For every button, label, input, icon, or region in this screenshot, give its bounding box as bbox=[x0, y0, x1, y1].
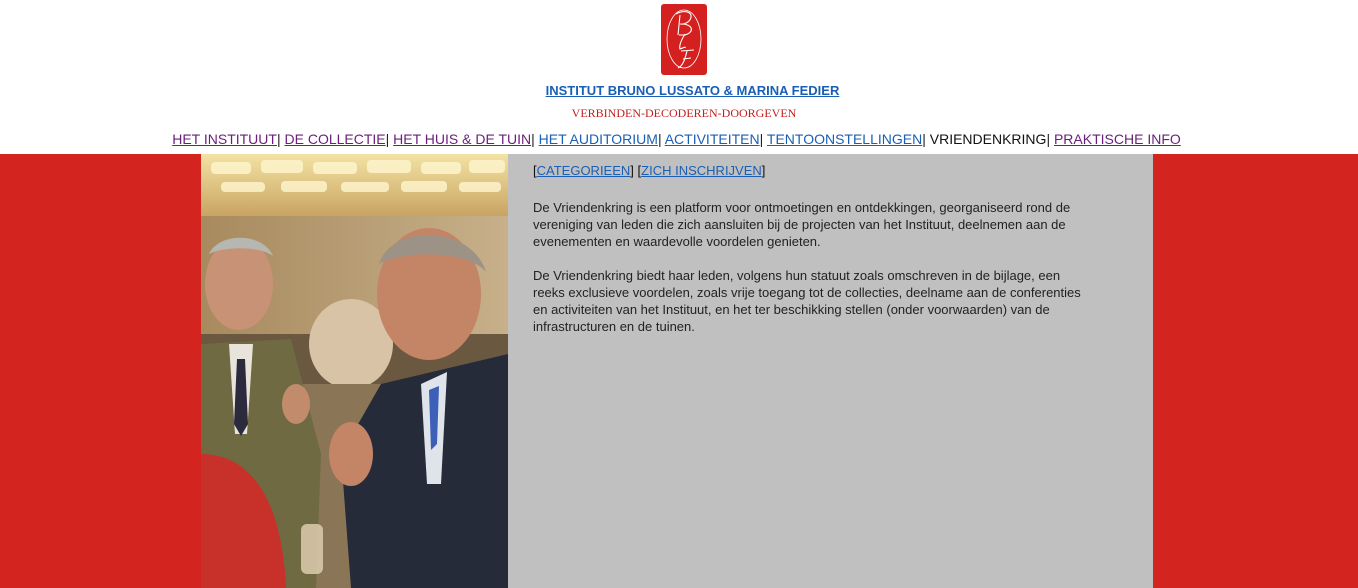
benefits-paragraph: De Vriendenkring biedt haar leden, volgens hun statuut zoals omschreven in de bijlage, een reeks exclusieve voordelen, zoals vrije toegang tot de collecties, deelname aan de conferenties en activiteiten van het Instituut, en het ter beschikking stellen (onder voorwaarden) van de infrastructuren en de tuinen. bbox=[533, 268, 1081, 334]
nav-separator: | bbox=[276, 131, 281, 147]
bracket-open: [ bbox=[533, 163, 537, 178]
site-logo[interactable] bbox=[661, 4, 707, 75]
nav-separator: | bbox=[922, 131, 926, 147]
nav-item-vriendenkring: VRIENDENKRING bbox=[929, 131, 1047, 147]
main-nav bbox=[0, 131, 1353, 147]
register-link[interactable]: ZICH INSCHRIJVEN bbox=[641, 163, 762, 178]
nav-separator: | bbox=[531, 131, 535, 147]
institute-title-link[interactable]: INSTITUT BRUNO LUSSATO & MARINA FEDIER bbox=[545, 83, 840, 98]
nav-separator: | bbox=[759, 131, 764, 147]
nav-item-het-instituut[interactable]: HET INSTITUUT bbox=[172, 131, 277, 147]
main-content bbox=[508, 154, 1153, 588]
subnav bbox=[533, 163, 765, 178]
nav-separator: | bbox=[1046, 131, 1051, 147]
event-photo bbox=[201, 154, 508, 588]
bracket-close: ] bbox=[630, 163, 634, 178]
nav-item-de-collectie[interactable]: DE COLLECTIE bbox=[284, 131, 386, 147]
nav-item-praktische-info[interactable]: PRAKTISCHE INFO bbox=[1053, 131, 1181, 147]
reception-photo-image bbox=[201, 154, 508, 588]
nav-item-activiteiten[interactable]: ACTIVITEITEN bbox=[664, 131, 760, 147]
bracket-open: [ bbox=[637, 163, 642, 178]
nav-item-het-auditorium[interactable]: HET AUDITORIUM bbox=[538, 131, 658, 147]
site-tagline: VERBINDEN-DECODEREN-DOORGEVEN bbox=[571, 106, 797, 120]
institute-title bbox=[0, 83, 1358, 98]
blf-monogram-icon bbox=[661, 4, 707, 75]
nav-item-tentoonstellingen[interactable]: TENTOONSTELLINGEN bbox=[766, 131, 923, 147]
nav-separator: | bbox=[385, 131, 390, 147]
nav-item-het-huis-de-tuin[interactable]: HET HUIS & DE TUIN bbox=[393, 131, 532, 147]
nav-separator: | bbox=[657, 131, 662, 147]
site-header bbox=[0, 0, 1358, 154]
bracket-close: ] bbox=[761, 163, 766, 178]
categories-link[interactable]: CATEGORIEEN bbox=[536, 163, 631, 178]
intro-paragraph: De Vriendenkring is een platform voor ontmoetingen en ontdekkingen, georganiseerd rond de vereniging van leden die zich aansluiten bij de projecten van het Instituut, deelnemen aan de evenementen en waardevolle voordelen genieten. bbox=[533, 200, 1071, 249]
